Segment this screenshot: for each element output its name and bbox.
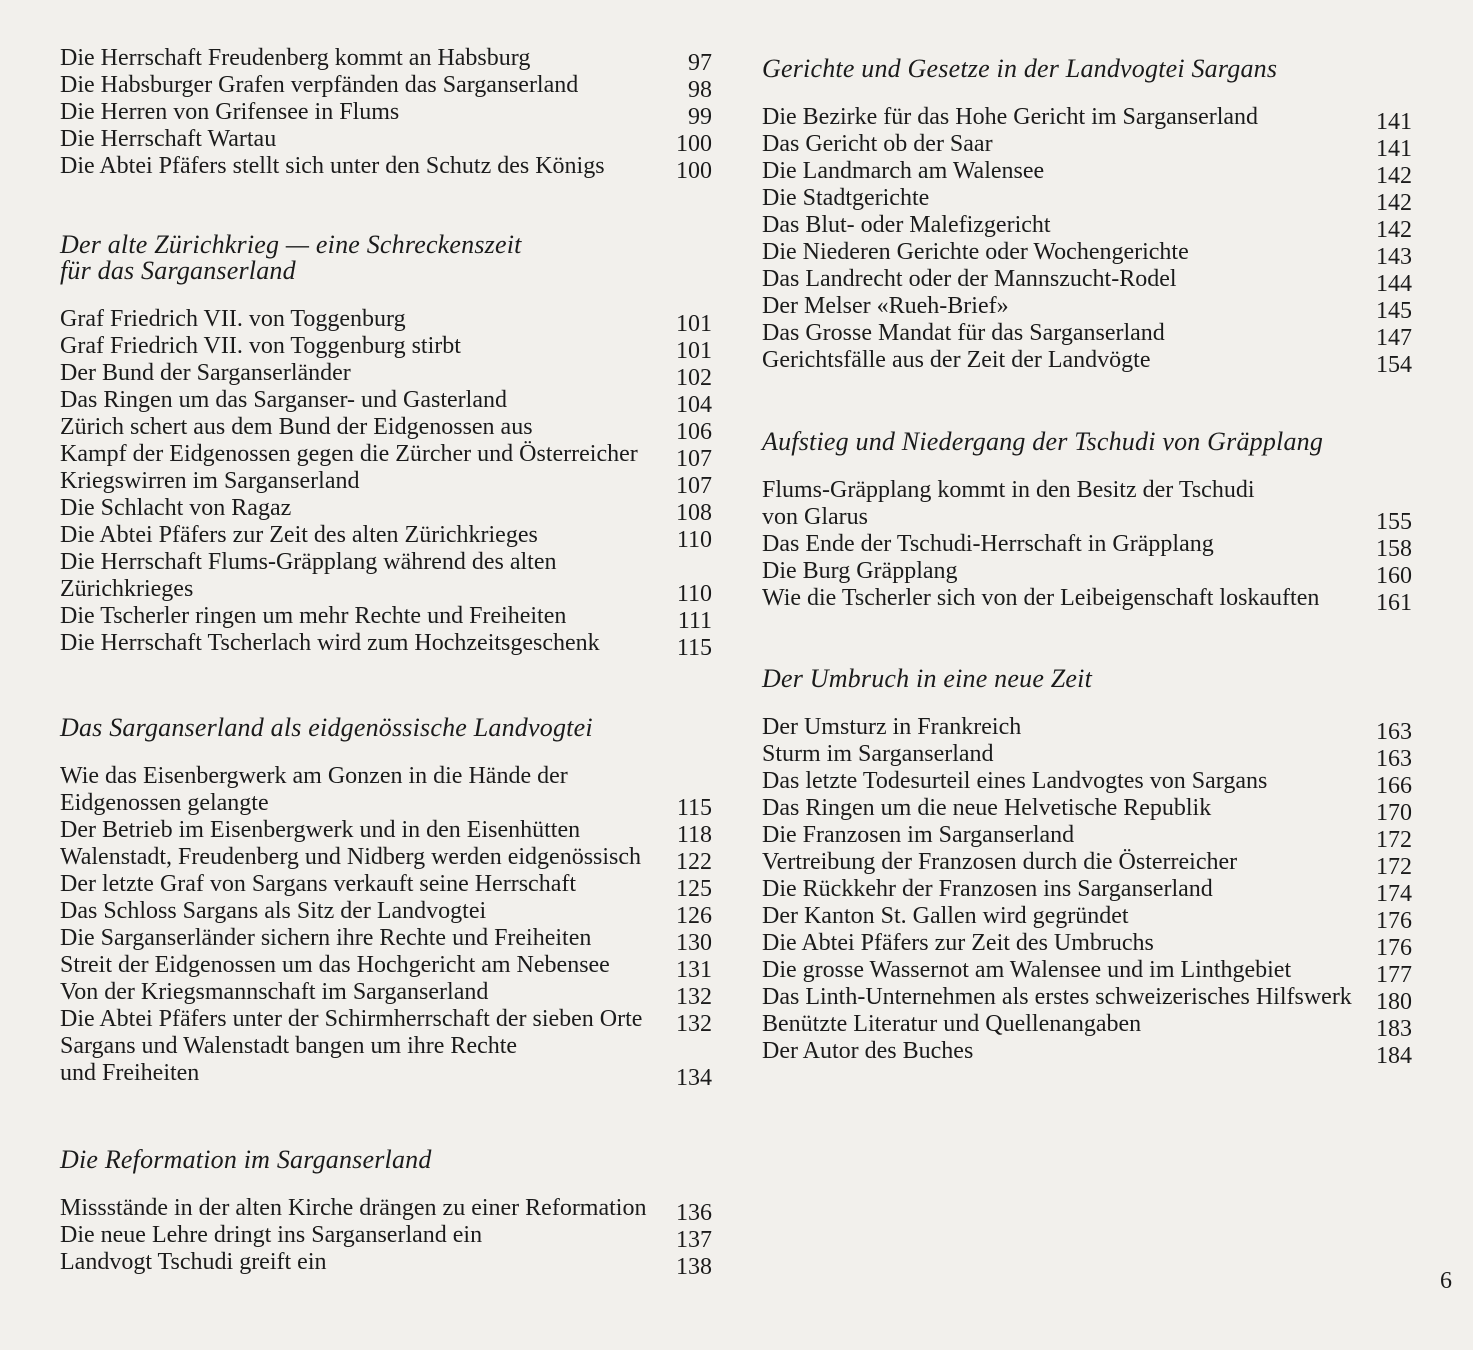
toc-entry-title <box>60 72 664 99</box>
toc-entry-page-number: 154 <box>1376 352 1412 378</box>
toc-entry-page-number: 183 <box>1376 1016 1412 1042</box>
toc-entry-title <box>762 212 1364 239</box>
toc-entry-page-number: 174 <box>1376 881 1412 907</box>
toc-entry-page-number: 141 <box>1376 109 1412 135</box>
toc-entry-title-line: Vertreibung der Franzosen durch die Österreicher <box>762 849 1238 875</box>
toc-entry-page-number: 166 <box>1376 773 1412 799</box>
toc-entry-title-line: Die Stadtgerichte <box>762 185 930 211</box>
toc-entry-title <box>60 99 664 126</box>
toc-entry-page-number: 184 <box>1376 1043 1412 1069</box>
toc-entry-title-line: Die Herrschaft Tscherlach wird zum Hochzeitsgeschenk <box>60 630 600 656</box>
toc-entry-title-line: Landvogt Tschudi greift ein <box>60 1249 327 1275</box>
toc-entry-title <box>60 522 664 549</box>
toc-entry-title-line: Von der Kriegsmannschaft im Sarganserland <box>60 979 489 1005</box>
toc-entry-title <box>60 603 664 630</box>
toc-entry-title-line: Die grosse Wassernot am Walensee und im Linthgebiet <box>762 957 1292 983</box>
toc-entry-title-line: Der Kanton St. Gallen wird gegründet <box>762 903 1129 929</box>
toc-entry-page-number: 115 <box>676 635 712 661</box>
toc-entry-title <box>762 741 1364 768</box>
toc-entry-title-line: Die neue Lehre dringt ins Sarganserland ein <box>60 1222 483 1248</box>
toc-entry-title <box>60 844 664 871</box>
toc-entry-title <box>762 320 1364 347</box>
toc-entry-page-number: 180 <box>1376 989 1412 1015</box>
toc-section <box>762 54 1412 378</box>
toc-entry <box>60 549 712 607</box>
toc-entry-title <box>60 333 664 360</box>
toc-entry-page-number: 97 <box>688 50 712 76</box>
toc-entry-title-line: Wie die Tscherler sich von der Leibeigenschaft loskauften <box>762 585 1320 611</box>
toc-entry-title <box>762 266 1364 293</box>
toc-entry-title-line: Eidgenossen gelangte <box>60 790 269 816</box>
toc-entry-title-line: Die Herrschaft Wartau <box>60 126 277 152</box>
toc-entry <box>60 72 712 103</box>
toc-entry-title-line: Das Gericht ob der Saar <box>762 131 993 157</box>
toc-entry-page-number: 143 <box>1376 244 1412 270</box>
toc-entry-title-line: Das Ende der Tschudi-Herrschaft in Gräpplang <box>762 531 1214 557</box>
toc-entry <box>60 817 712 848</box>
toc-entry-title <box>60 153 664 180</box>
toc-entry-page-number: 142 <box>1376 217 1412 243</box>
toc-entry <box>762 795 1412 826</box>
toc-entry-title-line: Die Franzosen im Sarganserland <box>762 822 1075 848</box>
section-heading <box>762 429 1412 455</box>
toc-entry-title-line: Die Schlacht von Ragaz <box>60 495 292 521</box>
toc-entry-title-line: Sargans und Walenstadt bangen um ihre Rechte <box>60 1033 518 1059</box>
page-number: 6 <box>1440 1268 1452 1294</box>
toc-entry-page-number: 130 <box>676 930 712 956</box>
toc-entry-title <box>762 558 1364 585</box>
toc-entry-title-line: Kampf der Eidgenossen gegen die Zürcher und Österreicher <box>60 441 638 467</box>
toc-entry-title <box>60 360 664 387</box>
toc-entry-page-number: 132 <box>676 1011 712 1037</box>
toc-entry-title-line: Die Rückkehr der Franzosen ins Sarganserland <box>762 876 1213 902</box>
toc-entry-page-number: 125 <box>676 876 712 902</box>
toc-entry-title <box>60 468 664 495</box>
toc-entry-title-line: Kriegswirren im Sarganserland <box>60 468 360 494</box>
toc-entry-title <box>762 876 1364 903</box>
toc-entry-page-number: 106 <box>676 419 712 445</box>
toc-entry-title-line: Der Autor des Buches <box>762 1038 974 1064</box>
section-heading-line: Der Umbruch in eine neue Zeit <box>762 664 1093 693</box>
toc-entry-title <box>60 1222 664 1249</box>
section-heading <box>762 56 1412 82</box>
toc-entry-page-number: 115 <box>676 795 712 821</box>
toc-entry-page-number: 110 <box>676 527 712 553</box>
toc-entry-title-line: Zürichkrieges <box>60 576 194 602</box>
toc-entry-title-line: Flums-Gräpplang kommt in den Besitz der Tschudi <box>762 477 1255 503</box>
toc-entry-page-number: 118 <box>676 822 712 848</box>
toc-entry-title-line: Die Abtei Pfäfers zur Zeit des alten Zürichkrieges <box>60 522 538 548</box>
toc-entry <box>762 714 1412 745</box>
toc-entry <box>60 495 712 526</box>
toc-entry-title <box>60 925 664 952</box>
toc-entry-title <box>762 477 1364 531</box>
toc-entry-title-line: Das Blut- oder Malefizgericht <box>762 212 1051 238</box>
toc-entry-page-number: 176 <box>1376 935 1412 961</box>
toc-column-left <box>60 0 712 1350</box>
toc-entry <box>762 212 1412 243</box>
toc-section <box>60 1145 712 1280</box>
toc-entry-page-number: 122 <box>676 849 712 875</box>
toc-entry <box>762 158 1412 189</box>
toc-entry-title <box>60 1249 664 1276</box>
toc-entry-title-line: Graf Friedrich VII. von Toggenburg <box>60 306 406 332</box>
toc-entry-page-number: 170 <box>1376 800 1412 826</box>
toc-entry-title <box>60 1033 664 1087</box>
toc-entry <box>762 930 1412 961</box>
toc-entry-title-line: Das Linth-Unternehmen als erstes schweizerisches Hilfswerk <box>762 984 1352 1010</box>
toc-entry-title <box>762 185 1364 212</box>
toc-entry-page-number: 161 <box>1376 590 1412 616</box>
toc-entry-title <box>60 871 664 898</box>
toc-entry <box>60 414 712 445</box>
toc-entry-page-number: 147 <box>1376 325 1412 351</box>
toc-entry-title-line: Der Umsturz in Frankreich <box>762 714 1022 740</box>
toc-entry <box>762 477 1412 535</box>
toc-entry-title-line: Der Bund der Sarganserländer <box>60 360 351 386</box>
toc-entry-page-number: 100 <box>676 131 712 157</box>
toc-entry-page-number: 107 <box>676 446 712 472</box>
toc-entry-page-number: 144 <box>1376 271 1412 297</box>
toc-entry-title-line: von Glarus <box>762 504 868 530</box>
toc-entry-title-line: Wie das Eisenbergwerk am Gonzen in die Hände der <box>60 763 568 789</box>
toc-entry-page-number: 100 <box>676 158 712 184</box>
toc-entry-title <box>60 763 664 817</box>
toc-entry-title-line: Walenstadt, Freudenberg und Nidberg werden eidgenössisch <box>60 844 642 870</box>
toc-entry <box>762 903 1412 934</box>
toc-entry-title <box>60 45 664 72</box>
toc-entry-title-line: Das letzte Todesurteil eines Landvogtes von Sargans <box>762 768 1268 794</box>
toc-entry-title-line: Graf Friedrich VII. von Toggenburg stirbt <box>60 333 461 359</box>
toc-entry-title-line: Der letzte Graf von Sargans verkauft seine Herrschaft <box>60 871 576 897</box>
toc-entry-title <box>762 903 1364 930</box>
toc-entry-title <box>762 104 1364 131</box>
toc-entry-page-number: 141 <box>1376 136 1412 162</box>
toc-entry-page-number: 172 <box>1376 827 1412 853</box>
toc-entry <box>60 925 712 956</box>
toc-entry <box>60 871 712 902</box>
toc-entry-title <box>60 306 664 333</box>
toc-entry-title-line: Die Abtei Pfäfers unter der Schirmherrschaft der sieben Orte <box>60 1006 643 1032</box>
toc-entry-title-line: Streit der Eidgenossen um das Hochgericht am Nebensee <box>60 952 610 978</box>
toc-entry-title <box>60 126 664 153</box>
toc-entry-title <box>762 1011 1364 1038</box>
toc-entry-title-line: Das Ringen um die neue Helvetische Republik <box>762 795 1212 821</box>
section-heading <box>60 715 712 741</box>
toc-entry-title-line: Das Ringen um das Sarganser- und Gasterland <box>60 387 507 413</box>
toc-entry-title-line: Die Herren von Grifensee in Flums <box>60 99 400 125</box>
toc-entry-page-number: 142 <box>1376 163 1412 189</box>
toc-entry <box>762 531 1412 562</box>
toc-entry <box>60 333 712 364</box>
toc-entry-title <box>762 158 1364 185</box>
toc-entry-page-number: 136 <box>676 1200 712 1226</box>
toc-entry <box>60 1006 712 1037</box>
toc-entry-title-line: Die Habsburger Grafen verpfänden das Sarganserland <box>60 72 579 98</box>
section-heading-line: Die Reformation im Sarganserland <box>60 1145 432 1174</box>
toc-entry-page-number: 107 <box>676 473 712 499</box>
toc-section <box>60 230 712 661</box>
section-heading <box>762 666 1412 692</box>
toc-entry-page-number: 126 <box>676 903 712 929</box>
toc-entry-title <box>762 293 1364 320</box>
toc-entry <box>762 1011 1412 1042</box>
toc-entry <box>60 763 712 821</box>
toc-entry <box>762 768 1412 799</box>
toc-entry <box>762 239 1412 270</box>
toc-entry-title <box>762 239 1364 266</box>
toc-entry-page-number: 172 <box>1376 854 1412 880</box>
toc-entry <box>60 522 712 553</box>
section-heading-line: für das Sarganserland <box>60 256 296 285</box>
toc-entry <box>60 306 712 337</box>
toc-entry <box>60 1033 712 1091</box>
toc-entry-page-number: 101 <box>676 311 712 337</box>
toc-entry-title <box>60 898 664 925</box>
section-heading <box>60 1147 712 1173</box>
toc-entry <box>60 153 712 184</box>
toc-entry-title-line: Das Grosse Mandat für das Sarganserland <box>762 320 1165 346</box>
toc-entry-page-number: 110 <box>676 581 712 607</box>
toc-entry-page-number: 137 <box>676 1227 712 1253</box>
toc-entry <box>762 849 1412 880</box>
toc-entry <box>60 630 712 661</box>
toc-entry <box>762 741 1412 772</box>
toc-entry-title-line: Der Melser «Rueh-Brief» <box>762 293 1009 319</box>
toc-entry <box>60 441 712 472</box>
toc-entry-page-number: 102 <box>676 365 712 391</box>
toc-entry <box>762 558 1412 589</box>
toc-entry-title <box>762 984 1364 1011</box>
toc-entry-title-line: Das Schloss Sargans als Sitz der Landvogtei <box>60 898 487 924</box>
toc-entry-title-line: Zürich schert aus dem Bund der Eidgenossen aus <box>60 414 533 440</box>
toc-entry <box>762 876 1412 907</box>
section-heading-line: Gerichte und Gesetze in der Landvogtei Sargans <box>762 54 1278 83</box>
toc-entry-page-number: 111 <box>677 608 712 634</box>
toc-entry-title <box>762 795 1364 822</box>
section-heading-line: Das Sarganserland als eidgenössische Landvogtei <box>60 713 593 742</box>
toc-entry <box>60 126 712 157</box>
section-heading-line: Der alte Zürichkrieg — eine Schreckenszeit <box>60 230 522 259</box>
toc-entry-title-line: Die Tscherler ringen um mehr Rechte und Freiheiten <box>60 603 567 629</box>
toc-entry-page-number: 145 <box>1376 298 1412 324</box>
toc-entry <box>60 99 712 130</box>
section-heading-line: Aufstieg und Niedergang der Tschudi von Gräpplang <box>762 427 1324 456</box>
toc-entry <box>762 185 1412 216</box>
toc-entry-title-line: Die Bezirke für das Hohe Gericht im Sarganserland <box>762 104 1259 130</box>
toc-entry <box>762 347 1412 378</box>
toc-entry-page-number: 132 <box>676 984 712 1010</box>
toc-entry-page-number: 134 <box>676 1065 712 1091</box>
toc-entry-title <box>60 979 664 1006</box>
toc-entry-page-number: 177 <box>1376 962 1412 988</box>
toc-entry <box>60 45 712 76</box>
toc-entry-title-line: Benützte Literatur und Quellenangaben <box>762 1011 1142 1037</box>
toc-entry <box>762 293 1412 324</box>
toc-entry-title-line: Gerichtsfälle aus der Zeit der Landvögte <box>762 347 1151 373</box>
toc-entry-title <box>60 630 664 657</box>
toc-section <box>762 664 1412 1069</box>
toc-entry <box>762 957 1412 988</box>
toc-entry-page-number: 163 <box>1376 719 1412 745</box>
toc-entry-title <box>762 768 1364 795</box>
toc-entry-title-line: Missstände in der alten Kirche drängen zu einer Reformation <box>60 1195 647 1221</box>
toc-entry-title <box>762 585 1364 612</box>
toc-entry-page-number: 176 <box>1376 908 1412 934</box>
toc-entry <box>762 320 1412 351</box>
toc-entry-title <box>60 387 664 414</box>
toc-entry <box>60 979 712 1010</box>
toc-entry-title <box>60 952 664 979</box>
toc-entry-title-line: Der Betrieb im Eisenbergwerk und in den Eisenhütten <box>60 817 581 843</box>
toc-entry-page-number: 131 <box>676 957 712 983</box>
toc-entry <box>60 844 712 875</box>
toc-entry <box>762 266 1412 297</box>
toc-entry <box>762 984 1412 1015</box>
toc-entry-title <box>762 531 1364 558</box>
toc-entry-title <box>60 414 664 441</box>
toc-entry-title <box>60 495 664 522</box>
toc-entry <box>762 1038 1412 1069</box>
toc-entry-title-line: Die Burg Gräpplang <box>762 558 958 584</box>
toc-entry-title-line: und Freiheiten <box>60 1060 200 1086</box>
toc-entry <box>60 468 712 499</box>
toc-entry-title-line: Die Abtei Pfäfers stellt sich unter den Schutz des Königs <box>60 153 605 179</box>
toc-entry-page-number: 160 <box>1376 563 1412 589</box>
toc-entry-title <box>60 1195 664 1222</box>
toc-entry-title-line: Die Abtei Pfäfers zur Zeit des Umbruchs <box>762 930 1154 956</box>
toc-entry <box>60 1195 712 1226</box>
toc-entry-page-number: 163 <box>1376 746 1412 772</box>
toc-entry <box>762 104 1412 135</box>
toc-entry-page-number: 108 <box>676 500 712 526</box>
toc-entry-title-line: Die Herrschaft Freudenberg kommt an Habsburg <box>60 45 531 71</box>
toc-entry <box>762 822 1412 853</box>
toc-entry-title <box>762 714 1364 741</box>
toc-entry <box>60 952 712 983</box>
toc-entry-page-number: 98 <box>688 77 712 103</box>
toc-entry-title <box>762 957 1364 984</box>
toc-entry-title <box>60 817 664 844</box>
toc-entry-title-line: Die Herrschaft Flums-Gräpplang während des alten <box>60 549 557 575</box>
toc-entry <box>60 1222 712 1253</box>
toc-section <box>60 713 712 1091</box>
toc-entry <box>762 585 1412 616</box>
toc-entry-page-number: 142 <box>1376 190 1412 216</box>
toc-entry-title <box>60 549 664 603</box>
toc-entry-title <box>762 822 1364 849</box>
toc-entry-title-line: Sturm im Sarganserland <box>762 741 994 767</box>
toc-entry <box>60 603 712 634</box>
toc-entry-title-line: Die Niederen Gerichte oder Wochengerichte <box>762 239 1189 265</box>
toc-entry-page-number: 104 <box>676 392 712 418</box>
toc-entry <box>60 898 712 929</box>
toc-entry-title-line: Die Landmarch am Walensee <box>762 158 1045 184</box>
toc-entry-title <box>762 930 1364 957</box>
toc-section <box>60 45 712 184</box>
toc-entry-title <box>762 849 1364 876</box>
section-heading <box>60 232 712 284</box>
toc-entry-title <box>762 347 1364 374</box>
toc-entry-page-number: 138 <box>676 1254 712 1280</box>
toc-entry-title <box>762 131 1364 158</box>
toc-entry-title-line: Das Landrecht oder der Mannszucht-Rodel <box>762 266 1177 292</box>
toc-section <box>762 427 1412 616</box>
toc-column-right <box>762 0 1412 1350</box>
toc-entry <box>60 360 712 391</box>
toc-entry-title <box>762 1038 1364 1065</box>
toc-entry <box>60 1249 712 1280</box>
toc-entry-page-number: 99 <box>688 104 712 130</box>
toc-entry <box>762 131 1412 162</box>
toc-entry-page-number: 158 <box>1376 536 1412 562</box>
toc-entry-title <box>60 1006 664 1033</box>
toc-entry-title <box>60 441 664 468</box>
toc-entry <box>60 387 712 418</box>
toc-entry-page-number: 155 <box>1376 509 1412 535</box>
toc-entry-page-number: 101 <box>676 338 712 364</box>
toc-entry-title-line: Die Sarganserländer sichern ihre Rechte und Freiheiten <box>60 925 592 951</box>
